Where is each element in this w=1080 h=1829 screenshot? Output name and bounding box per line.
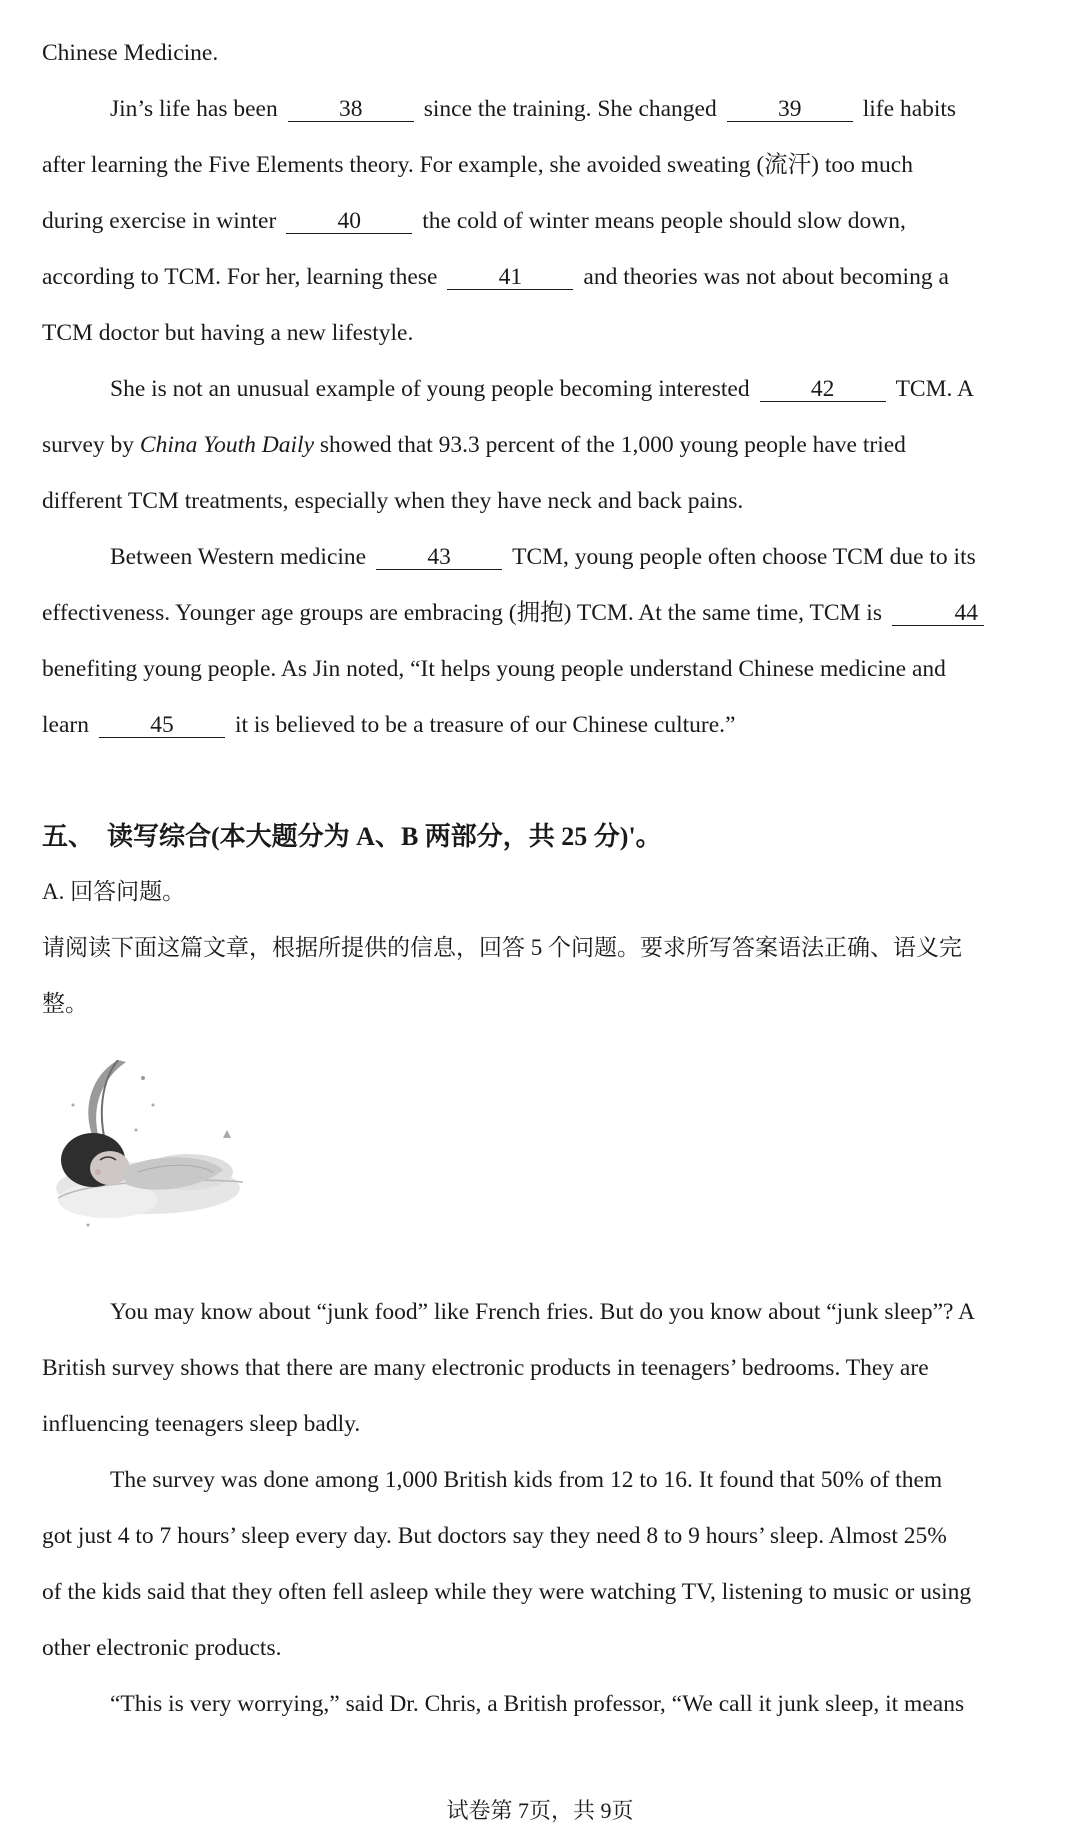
text-line	[42, 206, 1040, 236]
text-segment: She is not an unusual example of young people becoming interested	[110, 376, 750, 402]
blank-45: 45	[99, 713, 225, 738]
text-line: got just 4 to 7 hours’ sleep every day. But doctors say they need 8 to 9 hours’ sleep. Almost 25%	[42, 1523, 947, 1549]
girl-head	[61, 1133, 130, 1187]
text-line: “This is very worrying,” said Dr. Chris, a British professor, “We call it junk sleep, it means	[110, 1691, 965, 1717]
blank-39: 39	[727, 97, 853, 122]
text-segment: the cold of winter means people should slow down,	[422, 208, 906, 234]
text-segment: TCM, young people often choose TCM due to its	[512, 544, 976, 570]
text-segment: life habits	[862, 96, 957, 122]
text-segment: showed that 93.3 percent of the 1,000 young people have tried	[319, 432, 906, 458]
sleeping-girl-illustration	[48, 1060, 258, 1240]
instruction-line: 整。	[42, 991, 88, 1016]
text-line	[110, 94, 1040, 124]
text-line	[42, 710, 1040, 740]
text-segment: it is believed to be a treasure of our Chinese culture.”	[234, 712, 736, 738]
page-footer: 试卷第 7页，共 9页	[446, 1798, 634, 1823]
text-segment: effectiveness. Younger age groups are embracing (拥抱) TCM. At the same time, TCM is	[42, 600, 882, 626]
text-line: of the kids said that they often fell asleep while they were watching TV, listening to music or using	[42, 1579, 972, 1605]
text-line: benefiting young people. As Jin noted, “It helps young people understand Chinese medicine and	[42, 656, 946, 682]
text-line: TCM doctor but having a new lifestyle.	[42, 320, 414, 346]
section-title: 读写综合(本大题分为 A、B 两部分，共 25 分)'。	[107, 822, 662, 851]
section-number: 五、	[42, 822, 95, 851]
text-segment: learn	[42, 712, 89, 738]
text-line: after learning the Five Elements theory. For example, she avoided sweating (流汗) too much	[42, 152, 913, 178]
blank-40: 40	[286, 209, 412, 234]
text-line: different TCM treatments, especially when they have neck and back pains.	[42, 488, 744, 514]
text-line: British survey shows that there are many electronic products in teenagers’ bedrooms. They are	[42, 1355, 929, 1381]
blank-38: 38	[288, 97, 414, 122]
blank-41: 41	[447, 265, 573, 290]
text-segment: during exercise in winter	[42, 208, 277, 234]
text-line: Chinese Medicine.	[42, 40, 219, 66]
text-line	[42, 598, 1040, 628]
text-line	[42, 262, 1040, 292]
blank-43: 43	[376, 545, 502, 570]
text-segment: and theories was not about becoming a	[583, 264, 949, 290]
text-segment: Jin’s life has been	[110, 96, 278, 122]
text-line: The survey was done among 1,000 British kids from 12 to 16. It found that 50% of them	[110, 1467, 943, 1493]
text-line	[110, 542, 1040, 572]
text-line: other electronic products.	[42, 1635, 282, 1661]
blank-44: 44	[892, 601, 984, 626]
blank-42: 42	[760, 377, 886, 402]
part-label: A. 回答问题。	[42, 879, 186, 904]
text-segment: survey by	[42, 432, 135, 458]
newspaper-title: China Youth Daily	[139, 432, 315, 458]
text-line	[110, 374, 1040, 404]
instruction-line: 请阅读下面这篇文章，根据所提供的信息，回答 5 个问题。要求所写答案语法正确、语义完	[42, 935, 962, 960]
text-segment: according to TCM. For her, learning these	[42, 264, 438, 290]
text-line: influencing teenagers sleep badly.	[42, 1411, 361, 1437]
text-segment: since the training. She changed	[423, 96, 717, 122]
text-line	[42, 430, 1040, 460]
text-line: You may know about “junk food” like French fries. But do you know about “junk sleep”? A	[110, 1299, 976, 1325]
section-heading	[42, 822, 662, 852]
text-segment: TCM. A	[895, 376, 974, 402]
text-segment: Between Western medicine	[110, 544, 367, 570]
